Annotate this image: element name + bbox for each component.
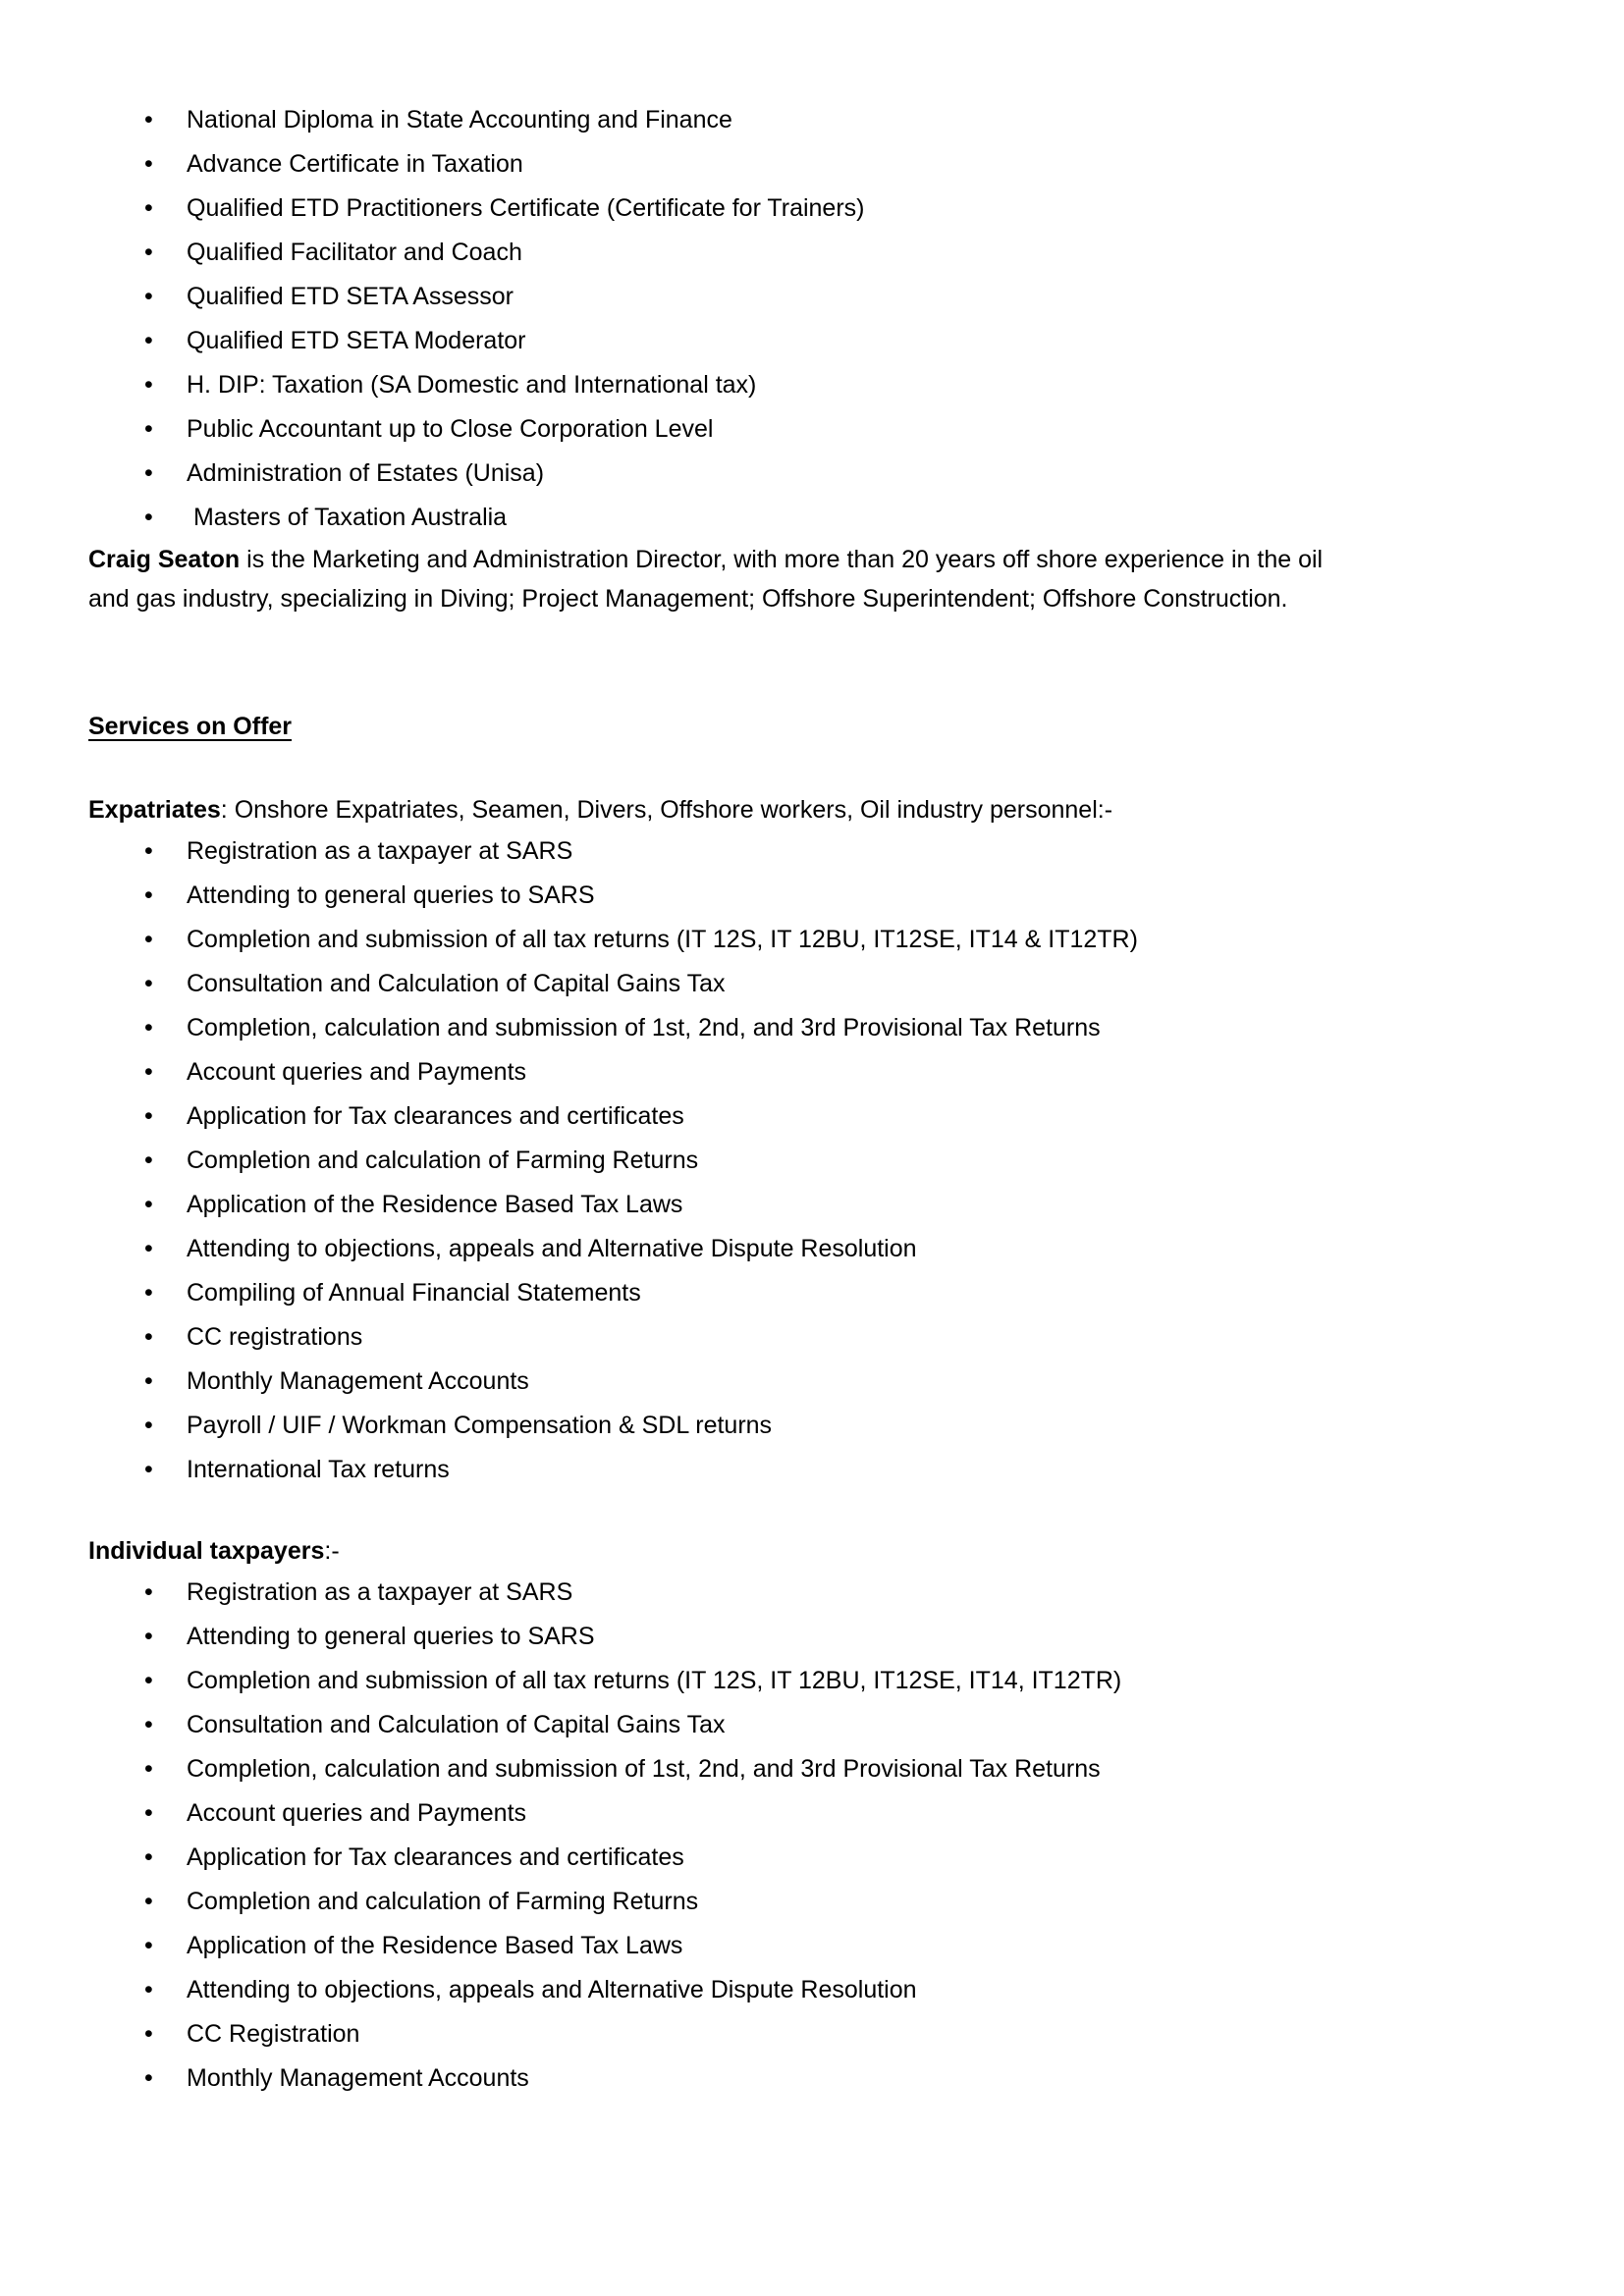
- services-heading-row: [88, 663, 1536, 746]
- list-item: • CC registrations: [88, 1315, 1536, 1360]
- qualifications-list: [88, 98, 1536, 540]
- list-item: • Qualified ETD Practitioners Certificate (Certificate for Trainers): [88, 187, 1536, 231]
- director-paragraph-line-1-text: is the Marketing and Administration Director, with more than 20 years off shore experience in the oil: [240, 546, 1324, 573]
- list-item: • Completion and submission of all tax returns (IT 12S, IT 12BU, IT12SE, IT14, IT12TR): [88, 1659, 1536, 1703]
- list-item: • Masters of Taxation Australia: [88, 496, 1536, 540]
- list-item: • Account queries and Payments: [88, 1791, 1536, 1836]
- list-item: • Monthly Management Accounts: [88, 1360, 1536, 1404]
- list-item: • Monthly Management Accounts: [88, 2056, 1536, 2101]
- director-paragraph: [88, 540, 1536, 618]
- individual-taxpayers-services-list: [88, 1571, 1536, 2101]
- list-item: • Registration as a taxpayer at SARS: [88, 829, 1536, 874]
- list-item: • National Diploma in State Accounting and Finance: [88, 98, 1536, 142]
- director-paragraph-line-2: and gas industry, specializing in Diving; Project Management; Offshore Superintendent; Offshore Construction.: [88, 585, 1288, 613]
- expatriates-intro: [88, 790, 1536, 829]
- list-item: • Attending to objections, appeals and Alternative Dispute Resolution: [88, 1968, 1536, 2012]
- list-item: • Compiling of Annual Financial Statements: [88, 1271, 1536, 1315]
- list-item: • International Tax returns: [88, 1448, 1536, 1492]
- list-item: • Application of the Residence Based Tax Laws: [88, 1183, 1536, 1227]
- list-item: • Completion and calculation of Farming Returns: [88, 1880, 1536, 1924]
- list-item: • Qualified ETD SETA Moderator: [88, 319, 1536, 363]
- list-item: • Attending to general queries to SARS: [88, 1615, 1536, 1659]
- list-item: • Completion, calculation and submission of 1st, 2nd, and 3rd Provisional Tax Returns: [88, 1006, 1536, 1050]
- list-item: • Payroll / UIF / Workman Compensation & SDL returns: [88, 1404, 1536, 1448]
- individual-taxpayers-label: Individual taxpayers: [88, 1537, 325, 1565]
- list-item: • CC Registration: [88, 2012, 1536, 2056]
- list-item: • Completion and calculation of Farming Returns: [88, 1139, 1536, 1183]
- list-item: • Completion and submission of all tax returns (IT 12S, IT 12BU, IT12SE, IT14 & IT12TR): [88, 918, 1536, 962]
- list-item: • Account queries and Payments: [88, 1050, 1536, 1095]
- list-item: • Registration as a taxpayer at SARS: [88, 1571, 1536, 1615]
- list-item: • H. DIP: Taxation (SA Domestic and International tax): [88, 363, 1536, 407]
- services-on-offer-heading: Services on Offer: [88, 713, 293, 740]
- director-paragraph-line-1: [88, 540, 1536, 579]
- expatriates-label: Expatriates: [88, 796, 221, 824]
- list-item: • Application of the Residence Based Tax Laws: [88, 1924, 1536, 1968]
- list-item: • Attending to objections, appeals and Alternative Dispute Resolution: [88, 1227, 1536, 1271]
- list-item: • Attending to general queries to SARS: [88, 874, 1536, 918]
- list-item: • Consultation and Calculation of Capital Gains Tax: [88, 1703, 1536, 1747]
- list-item: • Public Accountant up to Close Corporation Level: [88, 407, 1536, 452]
- list-item: • Application for Tax clearances and certificates: [88, 1095, 1536, 1139]
- list-item: • Advance Certificate in Taxation: [88, 142, 1536, 187]
- list-item: • Qualified ETD SETA Assessor: [88, 275, 1536, 319]
- list-item: • Completion, calculation and submission of 1st, 2nd, and 3rd Provisional Tax Returns: [88, 1747, 1536, 1791]
- individual-taxpayers-heading: [88, 1531, 1536, 1571]
- expatriates-intro-text: : Onshore Expatriates, Seamen, Divers, Offshore workers, Oil industry personnel:-: [220, 796, 1113, 824]
- list-item: • Administration of Estates (Unisa): [88, 452, 1536, 496]
- expatriates-services-list: [88, 829, 1536, 1492]
- list-item: • Application for Tax clearances and certificates: [88, 1836, 1536, 1880]
- list-item: • Qualified Facilitator and Coach: [88, 231, 1536, 275]
- individual-taxpayers-suffix: :-: [324, 1537, 340, 1565]
- list-item: • Consultation and Calculation of Capital Gains Tax: [88, 962, 1536, 1006]
- director-name: Craig Seaton: [88, 546, 241, 573]
